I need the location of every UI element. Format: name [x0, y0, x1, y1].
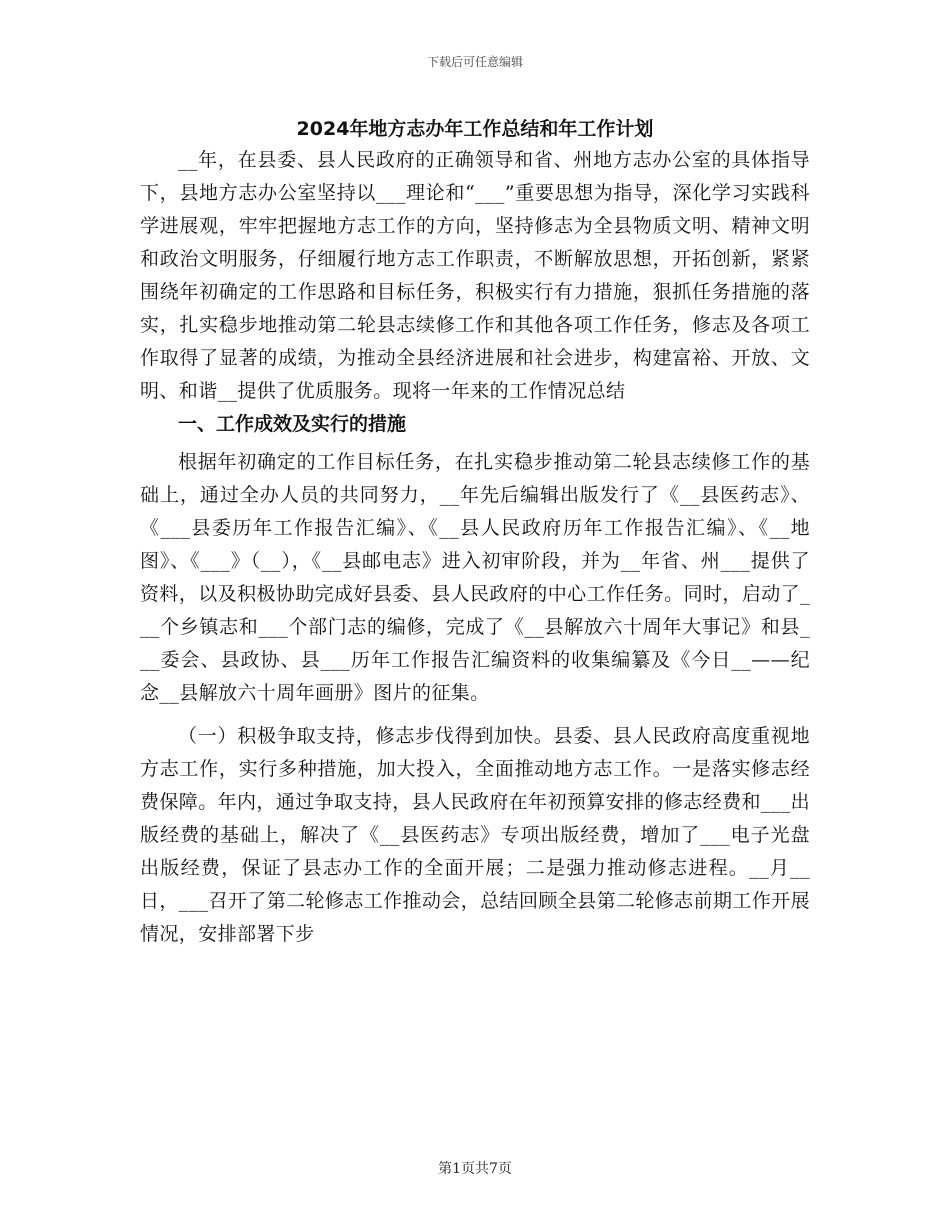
body-paragraph: （一）积极争取支持，修志步伐得到加快。县委、县人民政府高度重视地方志工作，实行多种措施，加大投入，全面推动地方志工作。一是落实修志经费保障。年内，通过争取支持，县人民政府在年初预算安排的修志经费和___出版经费的基础上，解决了《__县医药志》专项出版经费，增加了___电子光盘出版经费，保证了县志办工作的全面开展；二是强力推动修志进程。__月__日，___召开了第二轮修志工作推动会，总结回顾全县第二轮修志前期工作开展情况，安排部署下步	[140, 725, 810, 945]
document-body	[140, 144, 810, 951]
intro-paragraph: __年，在县委、县人民政府的正确领导和省、州地方志办公室的具体指导下，县地方志办公室坚持以___理论和“___”重要思想为指导，深化学习实践科学进展观，牢牢把握地方志工作的方向，坚持修志为全县物质文明、精神文明和政治文明服务，仔细履行地方志工作职责，不断解放思想，开拓创新，紧紧围绕年初确定的工作思路和目标任务，积极实行有力措施，狠抓任务措施的落实，扎实稳步地推动第二轮县志续修工作和其他各项工作任务，修志及各项工作取得了显著的成绩，为推动全县经济进展和社会进步，构建富裕、开放、文明、和谐__提供了优质服务。现将一年来的工作情况总结	[140, 149, 810, 402]
page-header: 下载后可任意编辑	[426, 55, 523, 69]
section-heading: 一、工作成效及实行的措施	[178, 413, 407, 435]
page-footer: 第1页共7页	[438, 1161, 512, 1177]
body-paragraph: 根据年初确定的工作目标任务，在扎实稳步推动第二轮县志续修工作的基础上，通过全办人员的共同努力，__年先后编辑出版发行了《__县医药志》、《___县委历年工作报告汇编》、《__县人民政府历年工作报告汇编》、《__地图》、《___》（__），《__县邮电志》进入初审阶段，并为__年省、州___提供了资料，以及积极协助完成好县委、县人民政府的中心工作任务。同时，启动了___个乡镇志和___个部门志的编修，完成了《__县解放六十周年大事记》和县___委会、县政协、县___历年工作报告汇编资料的收集编纂及《今日__——纪念__县解放六十周年画册》图片的征集。	[140, 451, 810, 704]
document-title: 2024年地方志办年工作总结和年工作计划	[296, 118, 654, 140]
